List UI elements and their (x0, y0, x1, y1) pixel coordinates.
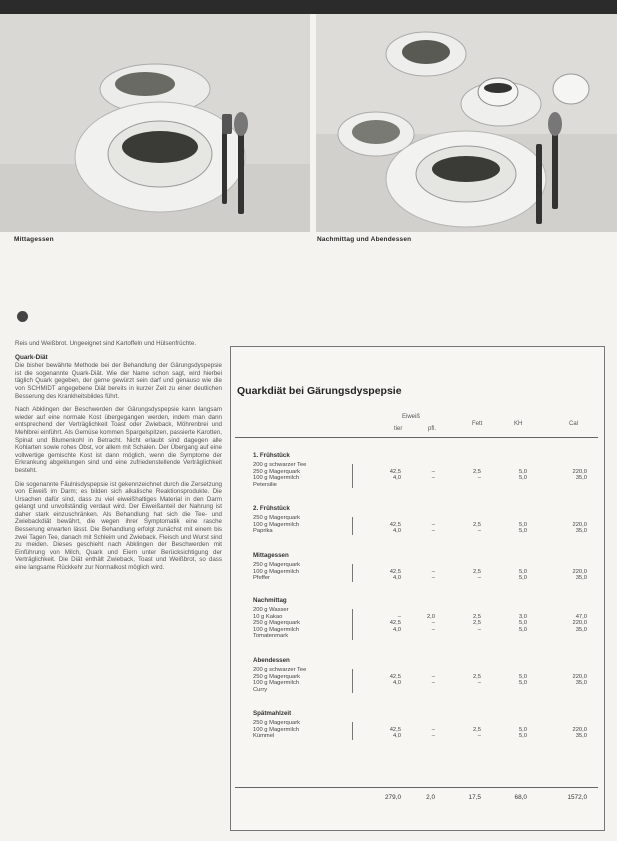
brace-mark (352, 564, 356, 582)
value-column-cal (553, 569, 587, 582)
value-cell: 35,0 (575, 680, 587, 687)
value-column-pfl (411, 727, 435, 740)
value-column-cal (553, 469, 587, 482)
value-cell: 4,0 (392, 575, 401, 582)
value-column-kh (497, 569, 527, 582)
food-item: 250 g Magerquark (253, 620, 301, 627)
value-cell: 220,0 (572, 726, 587, 733)
brace-mark (352, 464, 356, 488)
food-item: 100 g Magermilch (253, 626, 300, 633)
header-kh: KH (514, 421, 523, 427)
food-item: 250 g Magerquark (253, 515, 301, 521)
diet-table (230, 346, 605, 831)
value-column-cal (553, 674, 587, 687)
food-item: 100 g Magermilch (253, 568, 300, 575)
value-cell: 5,0 (518, 521, 527, 528)
meal-heading: Nachmittag (253, 597, 287, 604)
value-cell: 5,0 (518, 726, 527, 733)
value-column-tier (371, 522, 401, 535)
value-cell: – (431, 468, 435, 475)
header-eiweiss: Eiweiß (402, 414, 421, 420)
value-cell: – (477, 626, 481, 633)
value-cell: 2,5 (472, 521, 481, 528)
food-item: 100 g Magermilch (253, 475, 300, 482)
value-cell: 2,5 (472, 613, 481, 620)
meal-foods (253, 607, 345, 640)
total-fett: 17,5 (468, 794, 481, 801)
value-column-cal (553, 614, 587, 634)
meal-foods (253, 462, 345, 488)
value-cell: 220,0 (572, 673, 587, 680)
value-cell: 35,0 (575, 528, 587, 535)
value-cell: – (431, 528, 435, 535)
section-text: Nach Abklingen der Beschwerden der Gärungsdyspepsie kann langsam wieder auf eine normale Kost übergegangen werden, indem man dann entsprechend der Verträglichkeit Toast oder Zwieback, Möhrenbrei und Mehlbrei einführt. Als Gemüse kommen Spargelspitzen, passierte Karotten, Spinat und Blumenkohl in Betracht. Nicht erlaubt sind dagegen alle Kohlarten sowie rohes Obst, vor allem mit Schalen. Der Übergang auf eine vollwertige gemischte Kost ist dann möglich, wenn die Symptome der Erkrankung abgeklungen sind und eine zufriedenstellende Verträglichkeit besteht. (15, 406, 222, 474)
value-cell: 2,0 (426, 613, 435, 620)
photo-afternoon-dinner (316, 14, 617, 232)
value-cell: 220,0 (572, 620, 587, 627)
value-cell: 5,0 (518, 568, 527, 575)
value-cell: – (431, 733, 435, 740)
table-title: Quarkdiät bei Gärungsdyspepsie (237, 385, 402, 397)
value-cell: 42,5 (389, 468, 401, 475)
value-column-tier (371, 469, 401, 482)
value-column-fett (453, 727, 481, 740)
value-column-pfl (411, 522, 435, 535)
page-top-bar (0, 0, 617, 14)
value-column-tier (371, 727, 401, 740)
value-cell: – (431, 673, 435, 680)
value-column-cal (553, 727, 587, 740)
value-cell: 2,5 (472, 568, 481, 575)
food-item: 10 g Kakao (253, 613, 283, 620)
food-item: Curry (253, 686, 268, 693)
value-cell: 4,0 (392, 733, 401, 740)
value-column-pfl (411, 614, 435, 634)
value-column-tier (371, 674, 401, 687)
intro-text: Reis und Weißbrot. Ungeeignet sind Kartoffeln und Hülsenfrüchte. (15, 340, 197, 347)
value-cell: 4,0 (392, 680, 401, 687)
food-item: Petersilie (253, 481, 277, 488)
value-cell: – (431, 626, 435, 633)
text-column (15, 340, 222, 578)
value-cell: – (477, 733, 481, 740)
value-cell: – (477, 475, 481, 482)
value-cell: – (431, 568, 435, 575)
meal-heading: Spätmahlzeit (253, 710, 292, 717)
value-cell: 4,0 (392, 626, 401, 633)
total-kh: 68,0 (514, 794, 527, 801)
section-text: Die bisher bewährte Methode bei der Behandlung der Gärungsdyspepsie ist die sogenannte Quark-Diät. Wie der Name schon sagt, wird hierbei täglich Quark gegeben, der gerne gewürzt sein darf und genauso wie die von SCHMIDT angegebene Diät bereits in kurzer Zeit zu einer deutlichen Besserung des Krankheitsbildes führt. (15, 362, 222, 400)
value-cell: – (477, 680, 481, 687)
total-tier: 279,0 (385, 794, 401, 801)
food-item: Paprika (253, 528, 273, 535)
value-cell: 4,0 (392, 528, 401, 535)
header-fett: Fett (472, 421, 483, 427)
value-cell: 2,5 (472, 726, 481, 733)
header-rule (235, 437, 598, 438)
value-column-pfl (411, 469, 435, 482)
section-heading: Quark-Diät (15, 353, 48, 361)
value-column-fett (453, 469, 481, 482)
value-cell: 42,5 (389, 620, 401, 627)
value-column-kh (497, 614, 527, 634)
food-item: Kümmel (253, 733, 275, 740)
value-cell: 220,0 (572, 468, 587, 475)
value-cell: 4,0 (392, 475, 401, 482)
meal-foods (253, 720, 345, 740)
value-column-pfl (411, 569, 435, 582)
value-cell: 5,0 (518, 626, 527, 633)
value-column-tier (371, 569, 401, 582)
food-item: 200 g schwarzer Tee (253, 667, 307, 673)
brace-mark (352, 669, 356, 693)
value-cell: – (431, 521, 435, 528)
food-item: 250 g Magerquark (253, 562, 301, 568)
value-cell: 5,0 (518, 620, 527, 627)
value-cell: 5,0 (518, 680, 527, 687)
value-cell: – (431, 575, 435, 582)
value-cell: 2,5 (472, 468, 481, 475)
meal-heading: Abendessen (253, 657, 290, 664)
food-item: 250 g Magerquark (253, 720, 301, 726)
value-cell: 2,5 (472, 673, 481, 680)
meal-heading: 2. Frühstück (253, 505, 290, 512)
bullet-dot (17, 311, 28, 322)
value-cell: 220,0 (572, 521, 587, 528)
value-column-fett (453, 614, 481, 634)
value-cell: – (397, 613, 401, 620)
value-cell: 5,0 (518, 475, 527, 482)
header-cal: Cal (569, 421, 579, 427)
meal-foods (253, 667, 345, 693)
value-column-tier (371, 614, 401, 634)
value-cell: 35,0 (575, 475, 587, 482)
value-cell: 5,0 (518, 673, 527, 680)
header-pfl: pfl. (428, 426, 437, 432)
value-cell: 5,0 (518, 528, 527, 535)
food-item: 100 g Magermilch (253, 521, 300, 528)
brace-mark (352, 722, 356, 740)
brace-mark (352, 609, 356, 640)
value-cell: 47,0 (575, 613, 587, 620)
food-item: 100 g Magermilch (253, 680, 300, 687)
value-column-fett (453, 522, 481, 535)
value-cell: 2,5 (472, 620, 481, 627)
value-cell: – (431, 680, 435, 687)
value-column-pfl (411, 674, 435, 687)
caption-afternoon-dinner: Nachmittag und Abendessen (317, 236, 412, 243)
value-cell: – (477, 528, 481, 535)
food-item: 200 g schwarzer Tee (253, 462, 307, 468)
value-cell: 42,5 (389, 726, 401, 733)
food-item: 100 g Magermilch (253, 726, 300, 733)
value-cell: – (431, 475, 435, 482)
meal-foods (253, 515, 345, 535)
value-cell: 5,0 (518, 575, 527, 582)
caption-lunch: Mittagessen (14, 236, 54, 243)
value-cell: 42,5 (389, 568, 401, 575)
value-cell: 35,0 (575, 733, 587, 740)
value-cell: – (431, 620, 435, 627)
value-cell: 35,0 (575, 626, 587, 633)
food-item: Pfeffer (253, 575, 270, 582)
header-tier: tier (394, 426, 403, 432)
value-column-kh (497, 674, 527, 687)
value-cell: 5,0 (518, 468, 527, 475)
food-item: Tomatenmark (253, 633, 289, 640)
value-column-fett (453, 569, 481, 582)
meal-foods (253, 562, 345, 582)
food-item: 250 g Magerquark (253, 673, 301, 680)
value-cell: 42,5 (389, 673, 401, 680)
totals-rule (235, 787, 598, 788)
value-column-fett (453, 674, 481, 687)
value-column-kh (497, 727, 527, 740)
value-cell: 3,0 (518, 613, 527, 620)
section-text: Die sogenannte Fäulnisdyspepsie ist gekennzeichnet durch die Zersetzung von Eiweiß im Darm; es bilden sich alkalische Reaktionsprodukte. Die Ursachen dafür sind, dass zu viel eiweißhaltiges Material in den Darm gelangt und unvollständig verdaut wird. Der Eiweißanteil der Nahrung ist daher stark einzuschränken. Als Behandlung hat sich die Tee- und Zwiebackdiät bewährt, die wegen ihrer Symptomatik eine rasche Besserung erwarten lässt. Die Behandlung erfolgt zunächst mit einem bis zwei Tagen Tee, danach mit Schleim und Zwieback. Fleisch und Wurst sind zu meiden. Dieses geschieht nach Abklingen der Beschwerden mit Einführung von Milch, Quark und Eiern unter Berücksichtigung der Verträglichkeit. Die Diät enthält Zwieback, Toast und Weißbrot, so dass eine langsame Rückkehr zur Normalkost möglich wird. (15, 480, 222, 572)
food-item: 200 g Wasser (253, 607, 289, 613)
value-cell: – (477, 575, 481, 582)
value-cell: 220,0 (572, 568, 587, 575)
meal-heading: 1. Frühstück (253, 452, 290, 459)
meal-heading: Mittagessen (253, 552, 289, 559)
brace-mark (352, 517, 356, 535)
value-column-kh (497, 469, 527, 482)
value-cell: – (431, 726, 435, 733)
total-cal: 1572,0 (567, 794, 587, 801)
value-cell: 42,5 (389, 521, 401, 528)
value-cell: 35,0 (575, 575, 587, 582)
photo-lunch (0, 14, 310, 232)
value-cell: 5,0 (518, 733, 527, 740)
value-column-cal (553, 522, 587, 535)
total-pfl: 2,0 (426, 794, 435, 801)
food-item: 250 g Magerquark (253, 468, 301, 475)
value-column-kh (497, 522, 527, 535)
